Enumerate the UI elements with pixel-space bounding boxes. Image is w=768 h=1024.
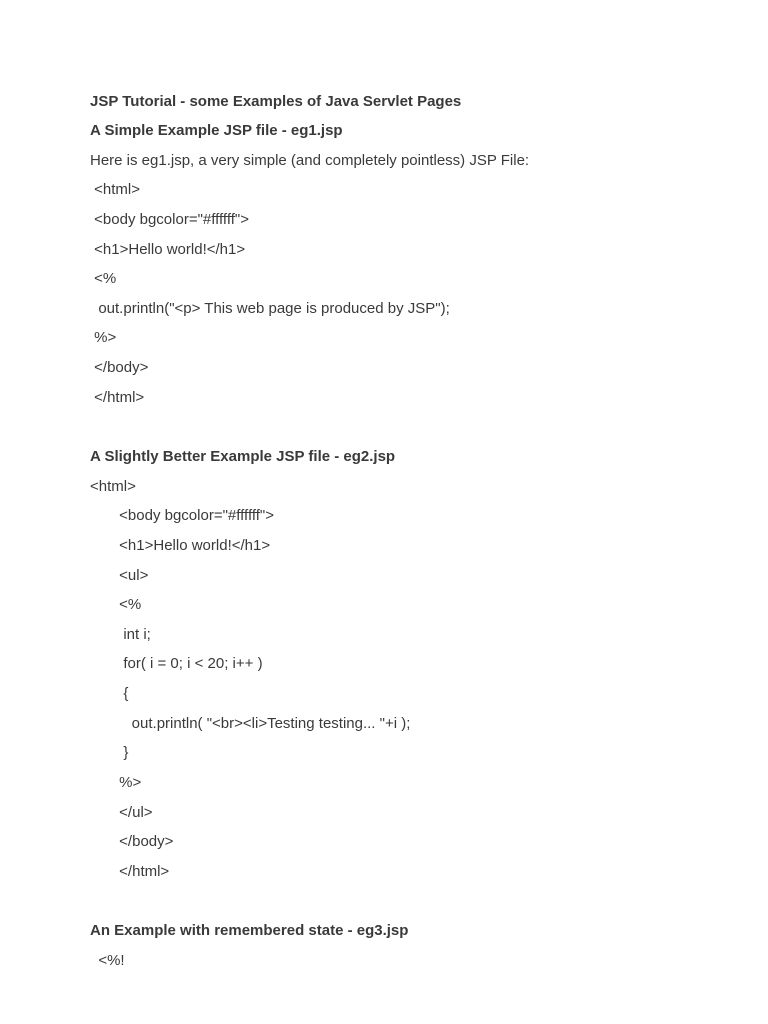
code-line: for( i = 0; i < 20; i++ ) [90, 655, 263, 672]
code-line: out.println( "<br><li>Testing testing... "+i ); [90, 715, 411, 732]
document-title: JSP Tutorial - some Examples of Java Servlet Pages [90, 93, 462, 110]
code-line: </html> [90, 389, 145, 406]
code-line: <h1>Hello world!</h1> [90, 241, 246, 258]
code-line: </body> [90, 833, 174, 850]
code-line: %> [90, 329, 117, 346]
code-line: } [90, 744, 129, 761]
code-line: <html> [90, 181, 141, 198]
code-line: </ul> [90, 804, 153, 821]
code-line: int i; [90, 626, 151, 643]
code-line: </html> [90, 863, 170, 880]
code-line: <h1>Hello world!</h1> [90, 537, 271, 554]
code-line: { [90, 685, 129, 702]
code-line: %> [90, 774, 142, 791]
code-line: <html> [90, 478, 136, 495]
code-line: <% [90, 270, 117, 287]
section-heading-eg2: A Slightly Better Example JSP file - eg2.jsp [90, 448, 396, 465]
code-line: <body bgcolor="#ffffff"> [90, 211, 249, 228]
code-line: </body> [90, 359, 149, 376]
code-line: <% [90, 596, 142, 613]
section-heading-eg1: A Simple Example JSP file - eg1.jsp [90, 122, 343, 139]
code-line: out.println("<p> This web page is produced by JSP"); [90, 300, 450, 317]
section-heading-eg3: An Example with remembered state - eg3.jsp [90, 922, 409, 939]
code-line: <ul> [90, 567, 149, 584]
code-line: <body bgcolor="#ffffff"> [90, 507, 274, 524]
section-intro-eg1: Here is eg1.jsp, a very simple (and completely pointless) JSP File: [90, 152, 530, 169]
code-line: <%! [90, 952, 125, 969]
